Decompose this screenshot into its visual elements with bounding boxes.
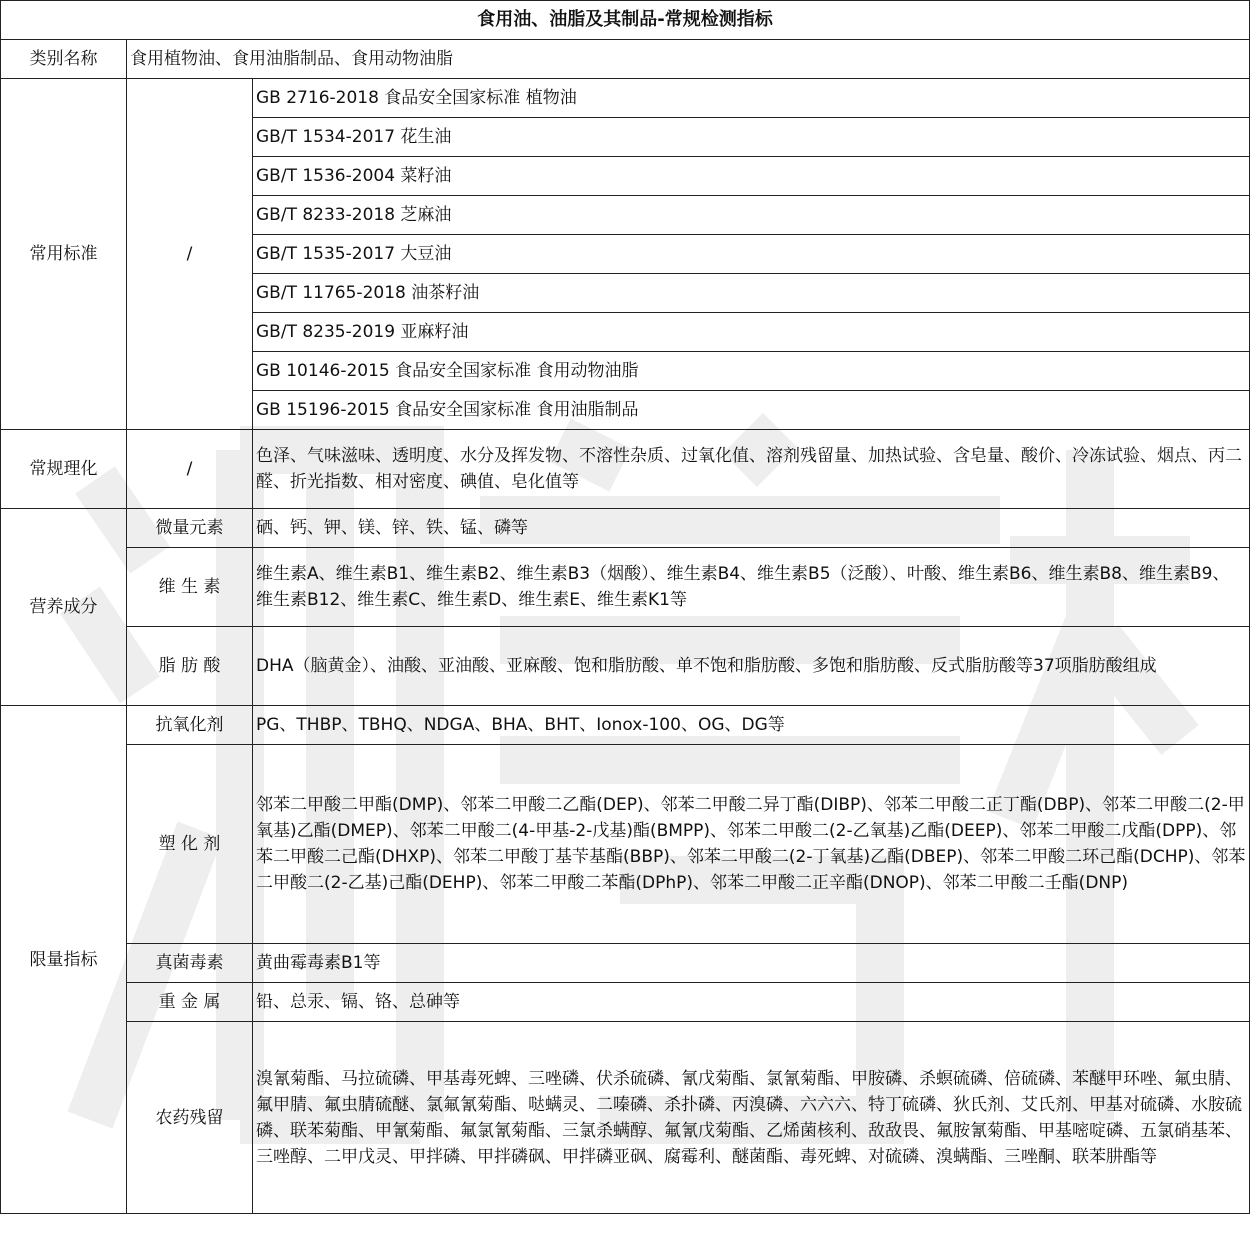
nutrition-item-value: DHA（脑黄金）、油酸、亚油酸、亚麻酸、饱和脂肪酸、单不饱和脂肪酸、多饱和脂肪酸、反式脂肪酸等37项脂肪酸组成 (253, 627, 1250, 706)
nutrition-item-name: 脂 肪 酸 (127, 627, 253, 706)
standards-label: 常用标准 (1, 79, 127, 430)
standard-item: GB 10146-2015 食品安全国家标准 食用动物油脂 (253, 352, 1250, 391)
standard-item: GB/T 1536-2004 菜籽油 (253, 157, 1250, 196)
nutrition-item-value: 维生素A、维生素B1、维生素B2、维生素B3（烟酸）、维生素B4、维生素B5（泛酸）、叶酸、维生素B6、维生素B8、维生素B9、维生素B12、维生素C、维生素D、维生素E、维生素K1等 (253, 548, 1250, 627)
standard-item: GB/T 1534-2017 花生油 (253, 118, 1250, 157)
nutrition-item-value: 硒、钙、钾、镁、锌、铁、锰、磷等 (253, 509, 1250, 548)
standard-item: GB/T 1535-2017 大豆油 (253, 235, 1250, 274)
standard-item: GB 15196-2015 食品安全国家标准 食用油脂制品 (253, 391, 1250, 430)
physchem-value: 色泽、气味滋味、透明度、水分及挥发物、不溶性杂质、过氧化值、溶剂残留量、加热试验、含皂量、酸价、冷冻试验、烟点、丙二醛、折光指数、相对密度、碘值、皂化值等 (253, 430, 1250, 509)
nutrition-item-name: 微量元素 (127, 509, 253, 548)
limits-item-value: 邻苯二甲酸二甲酯(DMP)、邻苯二甲酸二乙酯(DEP)、邻苯二甲酸二异丁酯(DIBP)、邻苯二甲酸二正丁酯(DBP)、邻苯二甲酸二(2-甲氧基)乙酯(DMEP)、邻苯二甲酸二(4-甲基-2-戊基)酯(BMPP)、邻苯二甲酸二(2-乙氧基)乙酯(DEEP)、邻苯二甲酸二戊酯(DPP)、邻苯二甲酸二己酯(DHXP)、邻苯二甲酸丁基苄基酯(BBP)、邻苯二甲酸二(2-丁氧基)乙酯(DBEP)、邻苯二甲酸二环己酯(DCHP)、邻苯二甲酸二(2-乙基)己酯(DEHP)、邻苯二甲酸二苯酯(DPhP)、邻苯二甲酸二正辛酯(DNOP)、邻苯二甲酸二壬酯(DNP) (253, 745, 1250, 944)
limits-item-value: PG、THBP、TBHQ、NDGA、BHA、BHT、Ionox-100、OG、DG等 (253, 706, 1250, 745)
limits-label: 限量指标 (1, 706, 127, 1214)
standard-item: GB 2716-2018 食品安全国家标准 植物油 (253, 79, 1250, 118)
nutrition-label: 营养成分 (1, 509, 127, 706)
limits-item-name: 真菌毒素 (127, 944, 253, 983)
category-label: 类别名称 (1, 40, 127, 79)
limits-item-value: 黄曲霉毒素B1等 (253, 944, 1250, 983)
limits-item-name: 塑 化 剂 (127, 745, 253, 944)
standards-sub: / (127, 79, 253, 430)
standard-item: GB/T 11765-2018 油茶籽油 (253, 274, 1250, 313)
physchem-sub: / (127, 430, 253, 509)
category-value: 食用植物油、食用油脂制品、食用动物油脂 (127, 40, 1250, 79)
physchem-label: 常规理化 (1, 430, 127, 509)
limits-item-value: 铅、总汞、镉、铬、总砷等 (253, 983, 1250, 1022)
limits-item-name: 抗氧化剂 (127, 706, 253, 745)
standard-item: GB/T 8233-2018 芝麻油 (253, 196, 1250, 235)
nutrition-item-name: 维 生 素 (127, 548, 253, 627)
standard-item: GB/T 8235-2019 亚麻籽油 (253, 313, 1250, 352)
limits-item-name: 农药残留 (127, 1022, 253, 1214)
table-title: 食用油、油脂及其制品-常规检测指标 (1, 1, 1250, 40)
limits-item-value: 溴氰菊酯、马拉硫磷、甲基毒死蜱、三唑磷、伏杀硫磷、氰戊菊酯、氯氰菊酯、甲胺磷、杀螟硫磷、倍硫磷、苯醚甲环唑、氟虫腈、氟甲腈、氟虫腈硫醚、氯氟氰菊酯、哒螨灵、二嗪磷、杀扑磷、丙溴磷、六六六、特丁硫磷、狄氏剂、艾氏剂、甲基对硫磷、水胺硫磷、联苯菊酯、甲氰菊酯、氟氯氰菊酯、三氯杀螨醇、氟氰戊菊酯、乙烯菌核利、敌敌畏、氟胺氰菊酯、甲基嘧啶磷、五氯硝基苯、三唑醇、二甲戊灵、甲拌磷、甲拌磷砜、甲拌磷亚砜、腐霉利、醚菌酯、毒死蜱、对硫磷、溴螨酯、三唑酮、联苯肼酯等 (253, 1022, 1250, 1214)
limits-item-name: 重 金 属 (127, 983, 253, 1022)
